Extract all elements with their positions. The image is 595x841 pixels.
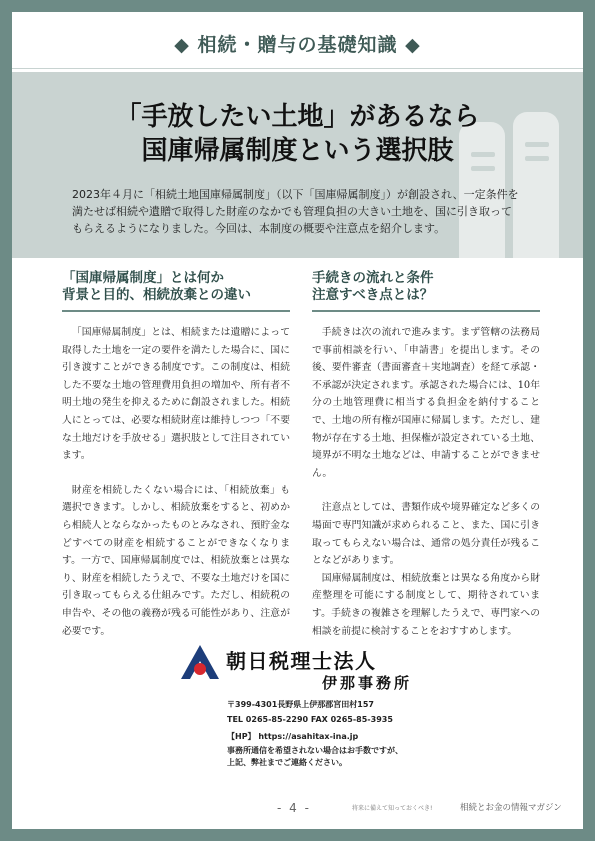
page-section-title: ◆ 相続・贈与の基礎知識 ◆ [174,34,421,56]
right-paragraph: 手続きは次の流れで進みます。まず管轄の法務局で事前相談を行い、「申請書」を提出します。その後、要件審査（書面審査＋実地調査）を経て承認・不承認が決定されます。承認された場合には、10年分の土地管理費に相当する負担金を納付することで、土地の所有権が国庫に帰属します。ただし、建物が存在する土地、担保権が設定されている土地、境界が不明な土地などは、申請することができません。 [312,327,540,479]
right-heading-line-1: 手続きの流れと条件 [312,270,434,286]
office-name: 朝日税理士法人 [226,649,377,673]
intro-paragraph: 2023年４月に「相続土地国庫帰属制度」（以下「国庫帰属制度」）が創設され、一定条件を満たせば相続や遺贈で取得した財産のなかでも管理負担の大きい土地を、国に引き取ってもらえるようになりました。今回は、本制度の概要や注意点を紹介します。 [72,188,519,235]
header-band [12,12,583,70]
main-headline [12,100,583,168]
left-paragraph: 財産を相続したくない場合には、「相続放棄」も選択できます。しかし、相続放棄をすると、初めから相続人とならなかったものとみなされ、預貯金などすべての財産を相続することができなくなります。一方で、国庫帰属制度では、相続放棄とは異なり、財産を相続したうえで、不要な土地だけを国に引き取ってもらえる仕組みです。ただし、相続税の申告や、その他の義務が残る可能性があり、注意が必要です。 [62,484,290,637]
office-notice-line-1: 事務所通信を希望されない場合はお手数ですが、 [227,746,403,755]
left-heading-line-2: 背景と目的、相続放棄との違い [62,287,251,303]
left-paragraph: 「国庫帰属制度」とは、相続または遺贈によって取得した土地を一定の要件を満たした場合に、国に引き渡すことができる制度です。この制度は、相続した不要な土地の管理費用負担の増加や、所有者不明土地の発生を抑えるために創設されました。相続人にとっては、必要な相続財産は維持しつつ「不要な土地だけを手放せる」選択肢として注目されています。 [62,327,290,462]
left-heading-rule [62,310,290,312]
asahi-logo-icon [180,644,220,680]
footer-tagline: 将来に備えて知っておくべき! [352,805,433,812]
page-number: - 4 - [277,801,311,815]
left-heading-line-1: 「国庫帰属制度」とは何か [62,270,224,286]
header-divider [12,68,583,69]
right-column [312,324,540,657]
right-heading-line-2: 注意すべき点とは？ [312,287,434,303]
left-section-heading [62,270,302,304]
page [12,12,583,829]
right-paragraph: 国庫帰属制度は、相続放棄とは異なる角度から財産整理を可能にする制度として、期待されています。手続きの複雑さを理解したうえで、専門家への相談を前提に検討することをおすすめします。 [312,572,540,637]
office-phone-fax: TEL 0265-85-2290 FAX 0265-85-3935 [227,715,393,724]
office-website: 【HP】 https://asahitax-ina.jp [227,732,359,741]
left-column [62,324,290,657]
office-notice-line-2: 上記、弊社までご連絡ください。 [227,758,347,767]
magazine-name: 相続とお金の情報マガジン [460,803,562,813]
office-address: 〒399-4301長野県上伊那郡宮田村157 [227,700,374,709]
office-branch: 伊那事務所 [322,674,413,692]
right-heading-rule [312,310,540,312]
headline-line-2: 国庫帰属制度という選択肢 [141,136,454,166]
right-section-heading [312,270,552,304]
hero-band [12,72,583,258]
right-paragraph: 注意点としては、書類作成や境界確定など多くの場面で専門知識が求められること、また、国に引き取ってもらえない場合は、通常の処分責任が残ることなどがあります。 [312,502,540,567]
headline-line-1: 「手放したい土地」があるなら [115,102,480,132]
